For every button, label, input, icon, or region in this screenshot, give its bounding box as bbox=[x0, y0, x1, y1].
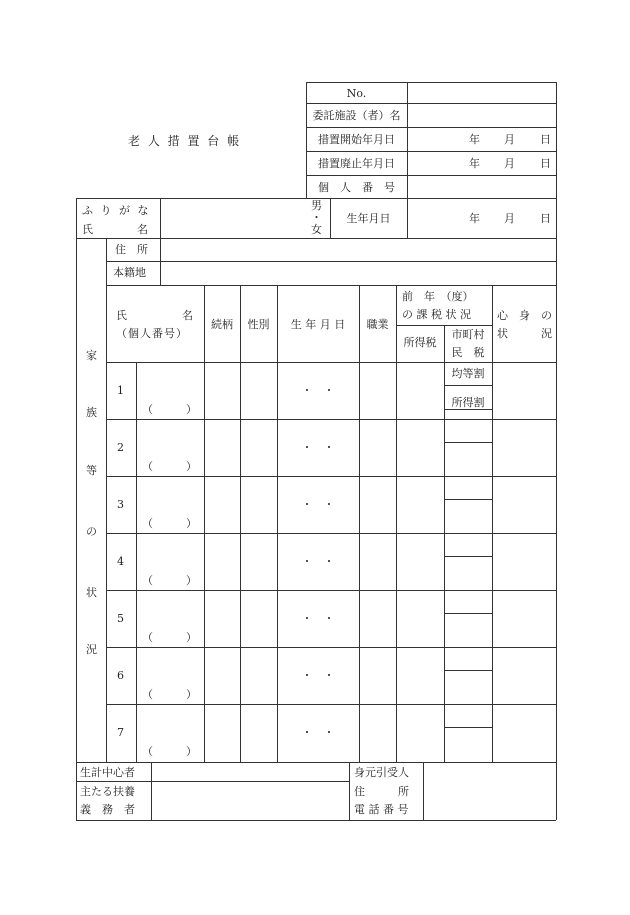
row-paren: （ ） bbox=[142, 517, 197, 530]
row-paren: （ ） bbox=[142, 745, 197, 758]
col-municipal-label-1: 市町村 bbox=[451, 328, 485, 341]
supporter-label-2: 義 務 者 bbox=[80, 803, 135, 816]
row-date-dots: ・ ・ bbox=[301, 498, 335, 511]
sex-male: 男 bbox=[311, 199, 322, 212]
per-capita-label: 均等割 bbox=[451, 367, 485, 380]
row-paren: （ ） bbox=[142, 574, 197, 587]
row-paren: （ ） bbox=[142, 403, 197, 416]
row-paren: （ ） bbox=[142, 631, 197, 644]
section-char: 状 bbox=[86, 586, 97, 599]
start-date-label: 措置開始年月日 bbox=[318, 133, 395, 146]
name-label: 氏 名 bbox=[82, 223, 148, 236]
col-condition-label-1: 心 身 の bbox=[497, 309, 552, 322]
section-char: 家 bbox=[86, 349, 97, 362]
row-date-dots: ・ ・ bbox=[301, 669, 335, 682]
guarantor-label: 身元引受人 bbox=[354, 766, 409, 779]
row-number: 7 bbox=[117, 726, 124, 739]
end-month: 月 bbox=[504, 157, 515, 170]
row-number: 3 bbox=[117, 498, 124, 511]
row-number: 1 bbox=[117, 384, 124, 397]
supporter-label-1: 主たる扶養 bbox=[80, 785, 135, 798]
guarantor-address-label: 住 所 bbox=[354, 785, 409, 798]
row-date-dots: ・ ・ bbox=[301, 441, 335, 454]
page-title: 老 人 措 置 台 帳 bbox=[128, 134, 242, 148]
end-day: 日 bbox=[540, 157, 551, 170]
no-label: No. bbox=[346, 87, 367, 100]
birth-year: 年 bbox=[469, 212, 480, 225]
end-date-label: 措置廃止年月日 bbox=[318, 157, 395, 170]
start-month: 月 bbox=[504, 133, 515, 146]
end-year: 年 bbox=[469, 157, 480, 170]
col-income-tax-label: 所得税 bbox=[403, 336, 437, 349]
row-number: 5 bbox=[117, 612, 124, 625]
guarantor-phone-label: 電 話 番 号 bbox=[354, 803, 409, 816]
row-number: 4 bbox=[117, 555, 124, 568]
row-date-dots: ・ ・ bbox=[301, 555, 335, 568]
col-job-label: 職業 bbox=[366, 318, 389, 331]
sex-dot: ・ bbox=[311, 211, 322, 224]
section-char: の bbox=[86, 525, 97, 538]
furigana-label: ふ り が な bbox=[82, 204, 151, 217]
section-char: 族 bbox=[86, 406, 97, 419]
household-head-label: 生計中心者 bbox=[80, 766, 135, 779]
row-date-dots: ・ ・ bbox=[301, 384, 335, 397]
birth-day: 日 bbox=[540, 212, 551, 225]
col-relation-label: 続柄 bbox=[211, 318, 233, 331]
income-based-label: 所得割 bbox=[451, 396, 485, 409]
row-number: 6 bbox=[117, 669, 124, 682]
domicile-label: 本籍地 bbox=[113, 266, 146, 279]
personal-number-label: 個 人 番 号 bbox=[318, 181, 395, 194]
address-label: 住 所 bbox=[115, 243, 148, 256]
col-tax-label-1: 前 年 （度） bbox=[402, 290, 474, 303]
col-sex-label: 性別 bbox=[247, 318, 270, 331]
row-paren: （ ） bbox=[142, 688, 197, 701]
start-year: 年 bbox=[469, 133, 480, 146]
col-birth-label: 生 年 月 日 bbox=[290, 318, 346, 331]
start-day: 日 bbox=[540, 133, 551, 146]
col-tax-label-2: の 課 税 状 況 bbox=[402, 308, 471, 321]
section-char: 等 bbox=[86, 464, 97, 477]
birth-month: 月 bbox=[504, 212, 515, 225]
row-date-dots: ・ ・ bbox=[301, 612, 335, 625]
facility-label: 委託施設（者）名 bbox=[312, 109, 401, 122]
col-personal-number-label: （個人番号） bbox=[116, 327, 188, 340]
birth-date-label: 生年月日 bbox=[346, 212, 391, 225]
col-name-label: 氏 名 bbox=[116, 309, 193, 322]
row-paren: （ ） bbox=[142, 460, 197, 473]
row-number: 2 bbox=[117, 441, 124, 454]
sex-female: 女 bbox=[311, 223, 322, 236]
row-date-dots: ・ ・ bbox=[301, 726, 335, 739]
col-condition-label-2: 状 況 bbox=[497, 327, 552, 340]
col-municipal-label-2: 民 税 bbox=[451, 346, 485, 359]
section-char: 況 bbox=[86, 643, 97, 656]
